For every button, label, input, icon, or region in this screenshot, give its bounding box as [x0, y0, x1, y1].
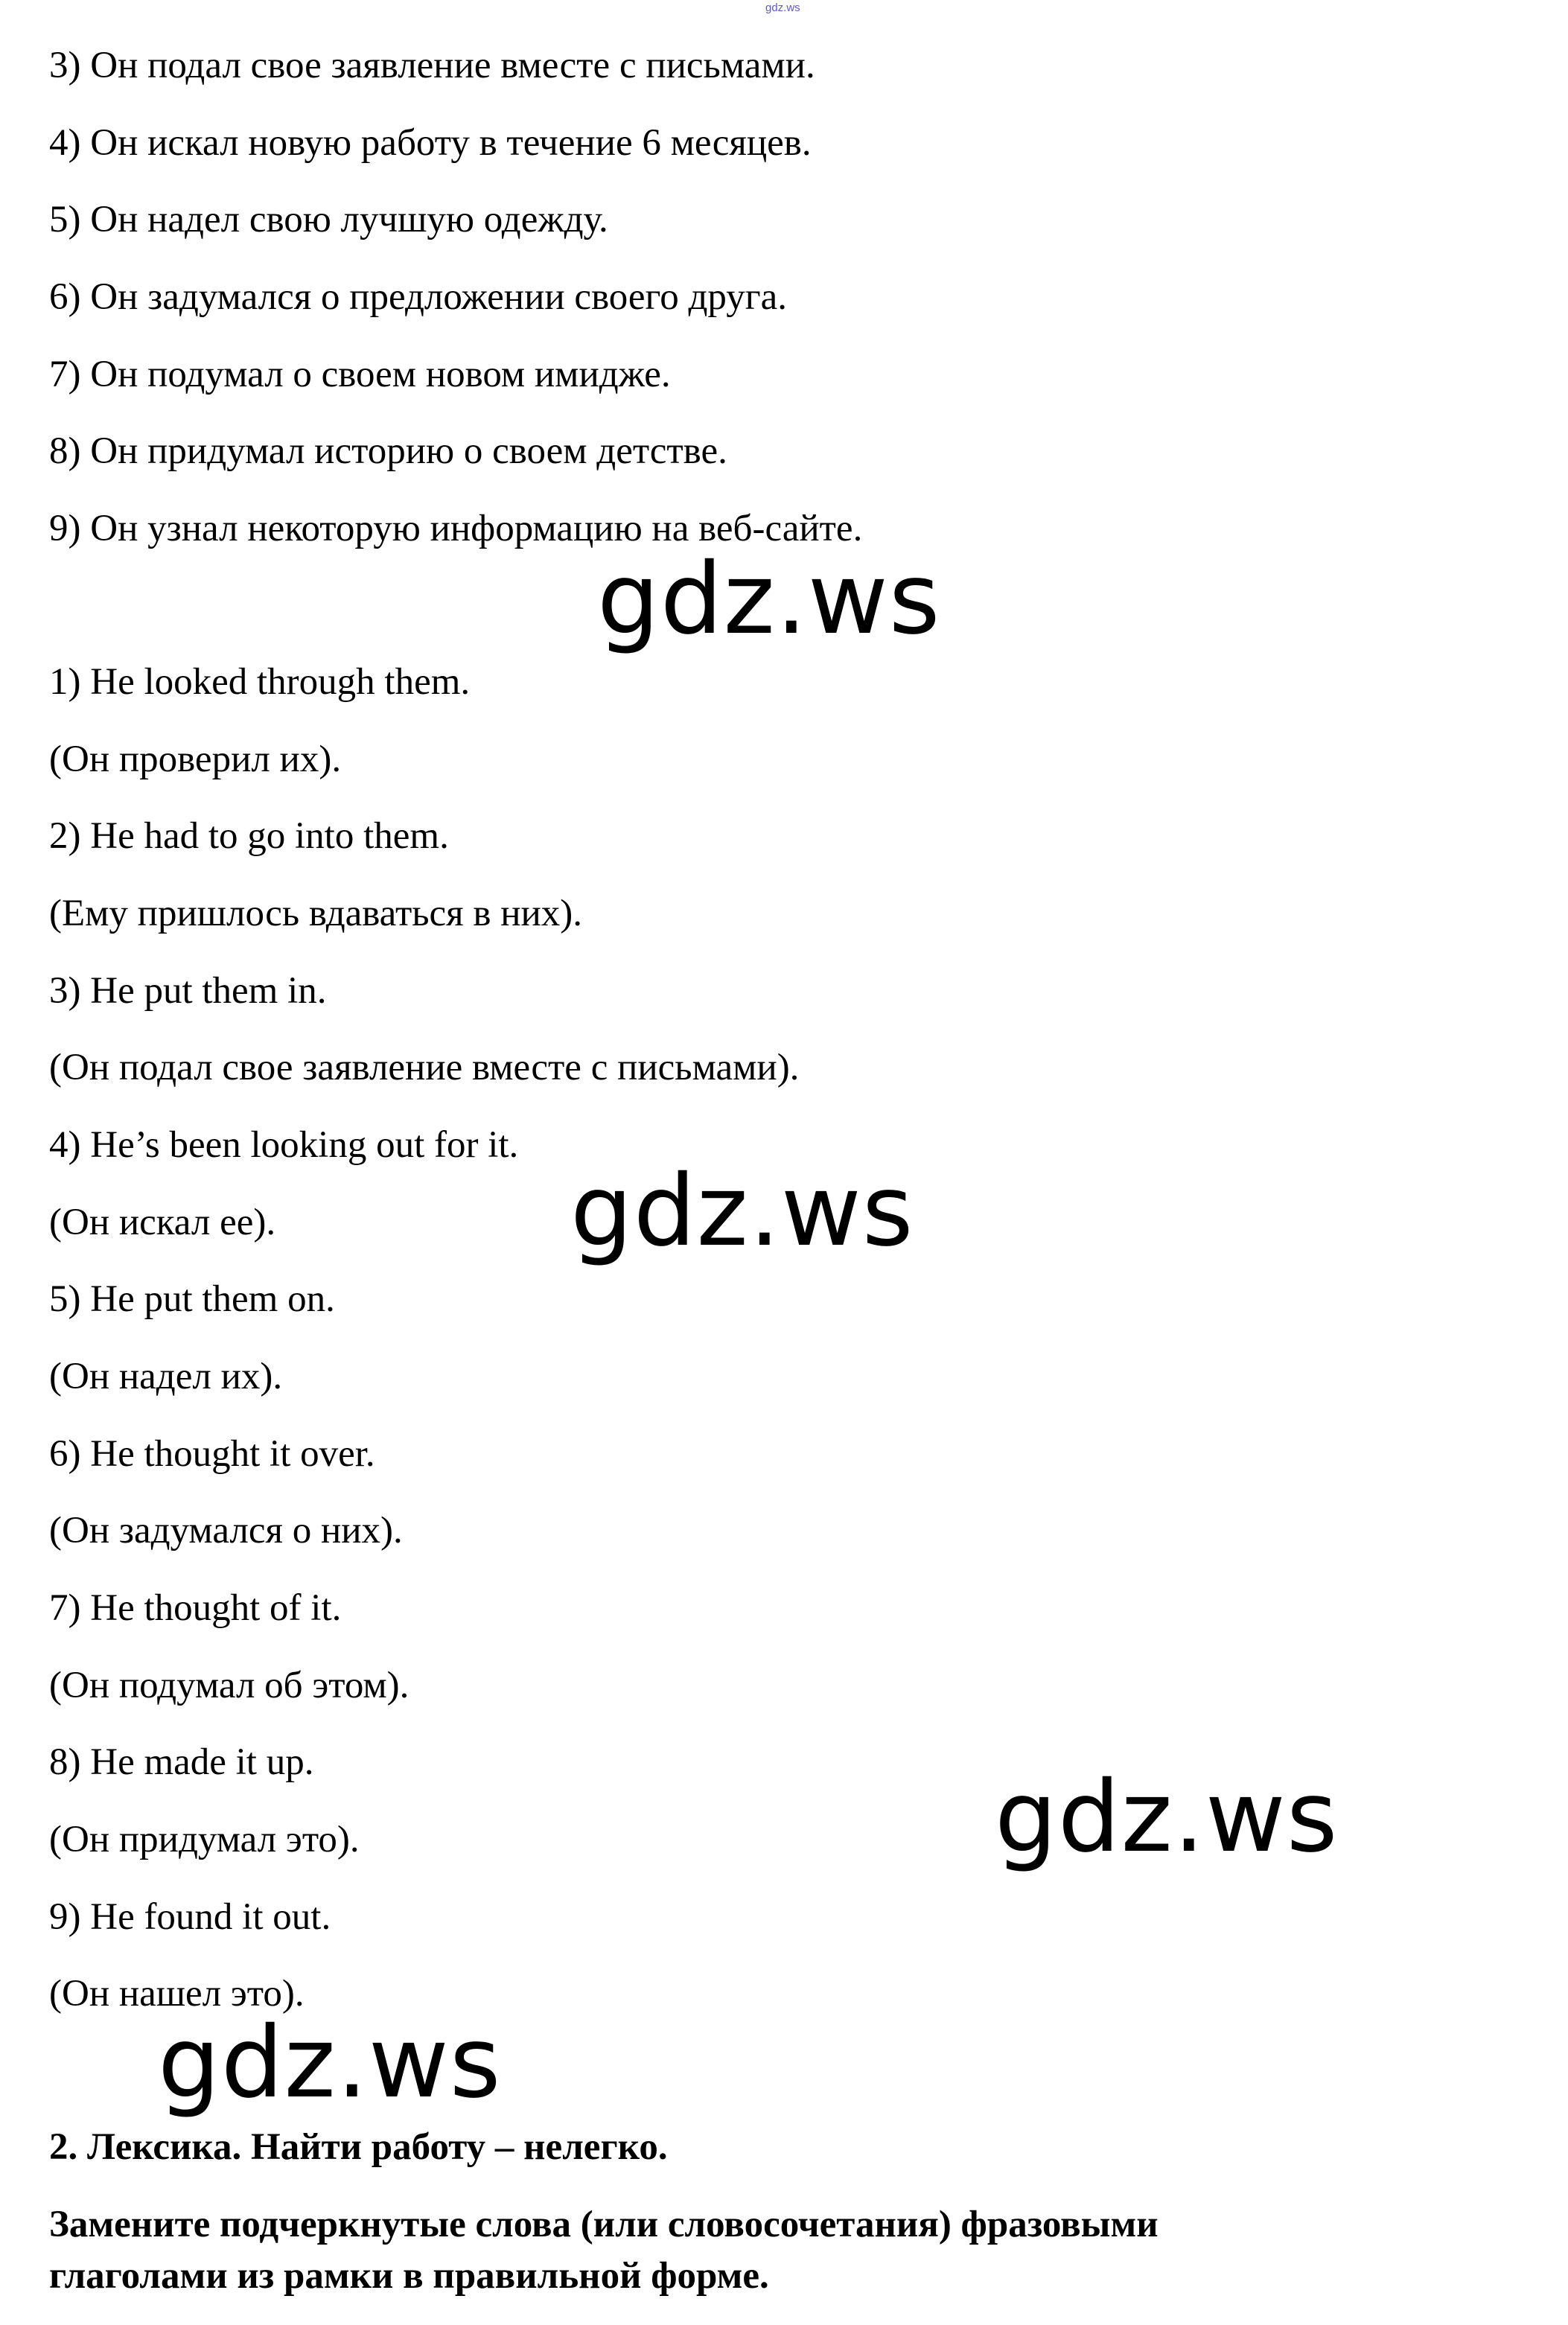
- instruction-line-2: глаголами из рамки в правильной форме.: [49, 2255, 769, 2297]
- answer-7-en: 7) He thought of it.: [49, 1587, 342, 1629]
- header-mark: gdz.ws: [765, 1, 800, 14]
- watermark-text: gdz.ws: [570, 1154, 914, 1269]
- answer-9-en: 9) He found it out.: [49, 1896, 331, 1938]
- answer-2-ru: (Ему пришлось вдаваться в них).: [49, 893, 583, 934]
- ru-sentence-8: 8) Он придумал историю о своем детстве.: [49, 430, 727, 472]
- answer-5-en: 5) He put them on.: [49, 1278, 335, 1320]
- answer-2-en: 2) He had to go into them.: [49, 815, 449, 857]
- ru-sentence-7: 7) Он подумал о своем новом имидже.: [49, 354, 671, 395]
- watermark-text: gdz.ws: [158, 2006, 502, 2120]
- answer-3-ru: (Он подал свое заявление вместе с письмами).: [49, 1047, 800, 1088]
- ru-sentence-5: 5) Он надел свою лучшую одежду.: [49, 199, 608, 240]
- ru-sentence-4: 4) Он искал новую работу в течение 6 месяцев.: [49, 122, 812, 164]
- ru-sentence-9: 9) Он узнал некоторую информацию на веб-сайте.: [49, 508, 863, 549]
- watermark-text: gdz.ws: [597, 542, 941, 657]
- answer-7-ru: (Он подумал об этом).: [49, 1665, 409, 1706]
- ru-sentence-6: 6) Он задумался о предложении своего друга.: [49, 276, 788, 318]
- ru-sentence-3: 3) Он подал свое заявление вместе с письмами.: [49, 45, 815, 86]
- answer-4-en: 4) He’s been looking out for it.: [49, 1124, 519, 1166]
- answer-6-en: 6) He thought it over.: [49, 1433, 375, 1475]
- answer-6-ru: (Он задумался о них).: [49, 1510, 403, 1551]
- answer-1-en: 1) He looked through them.: [49, 661, 471, 703]
- answer-3-en: 3) He put them in.: [49, 970, 327, 1012]
- instruction-line-1: Замените подчеркнутые слова (или словосочетания) фразовыми: [49, 2204, 1159, 2245]
- answer-5-ru: (Он надел их).: [49, 1356, 283, 1397]
- answer-1-ru: (Он проверил их).: [49, 739, 342, 780]
- section-heading: 2. Лексика. Найти работу – нелегко.: [49, 2126, 668, 2168]
- watermark-text: gdz.ws: [995, 1760, 1339, 1875]
- answer-8-ru: (Он придумал это).: [49, 1819, 360, 1860]
- answer-9-ru: (Он нашел это).: [49, 1973, 305, 2015]
- answer-4-ru: (Он искал ее).: [49, 1202, 276, 1243]
- answer-8-en: 8) He made it up.: [49, 1741, 314, 1783]
